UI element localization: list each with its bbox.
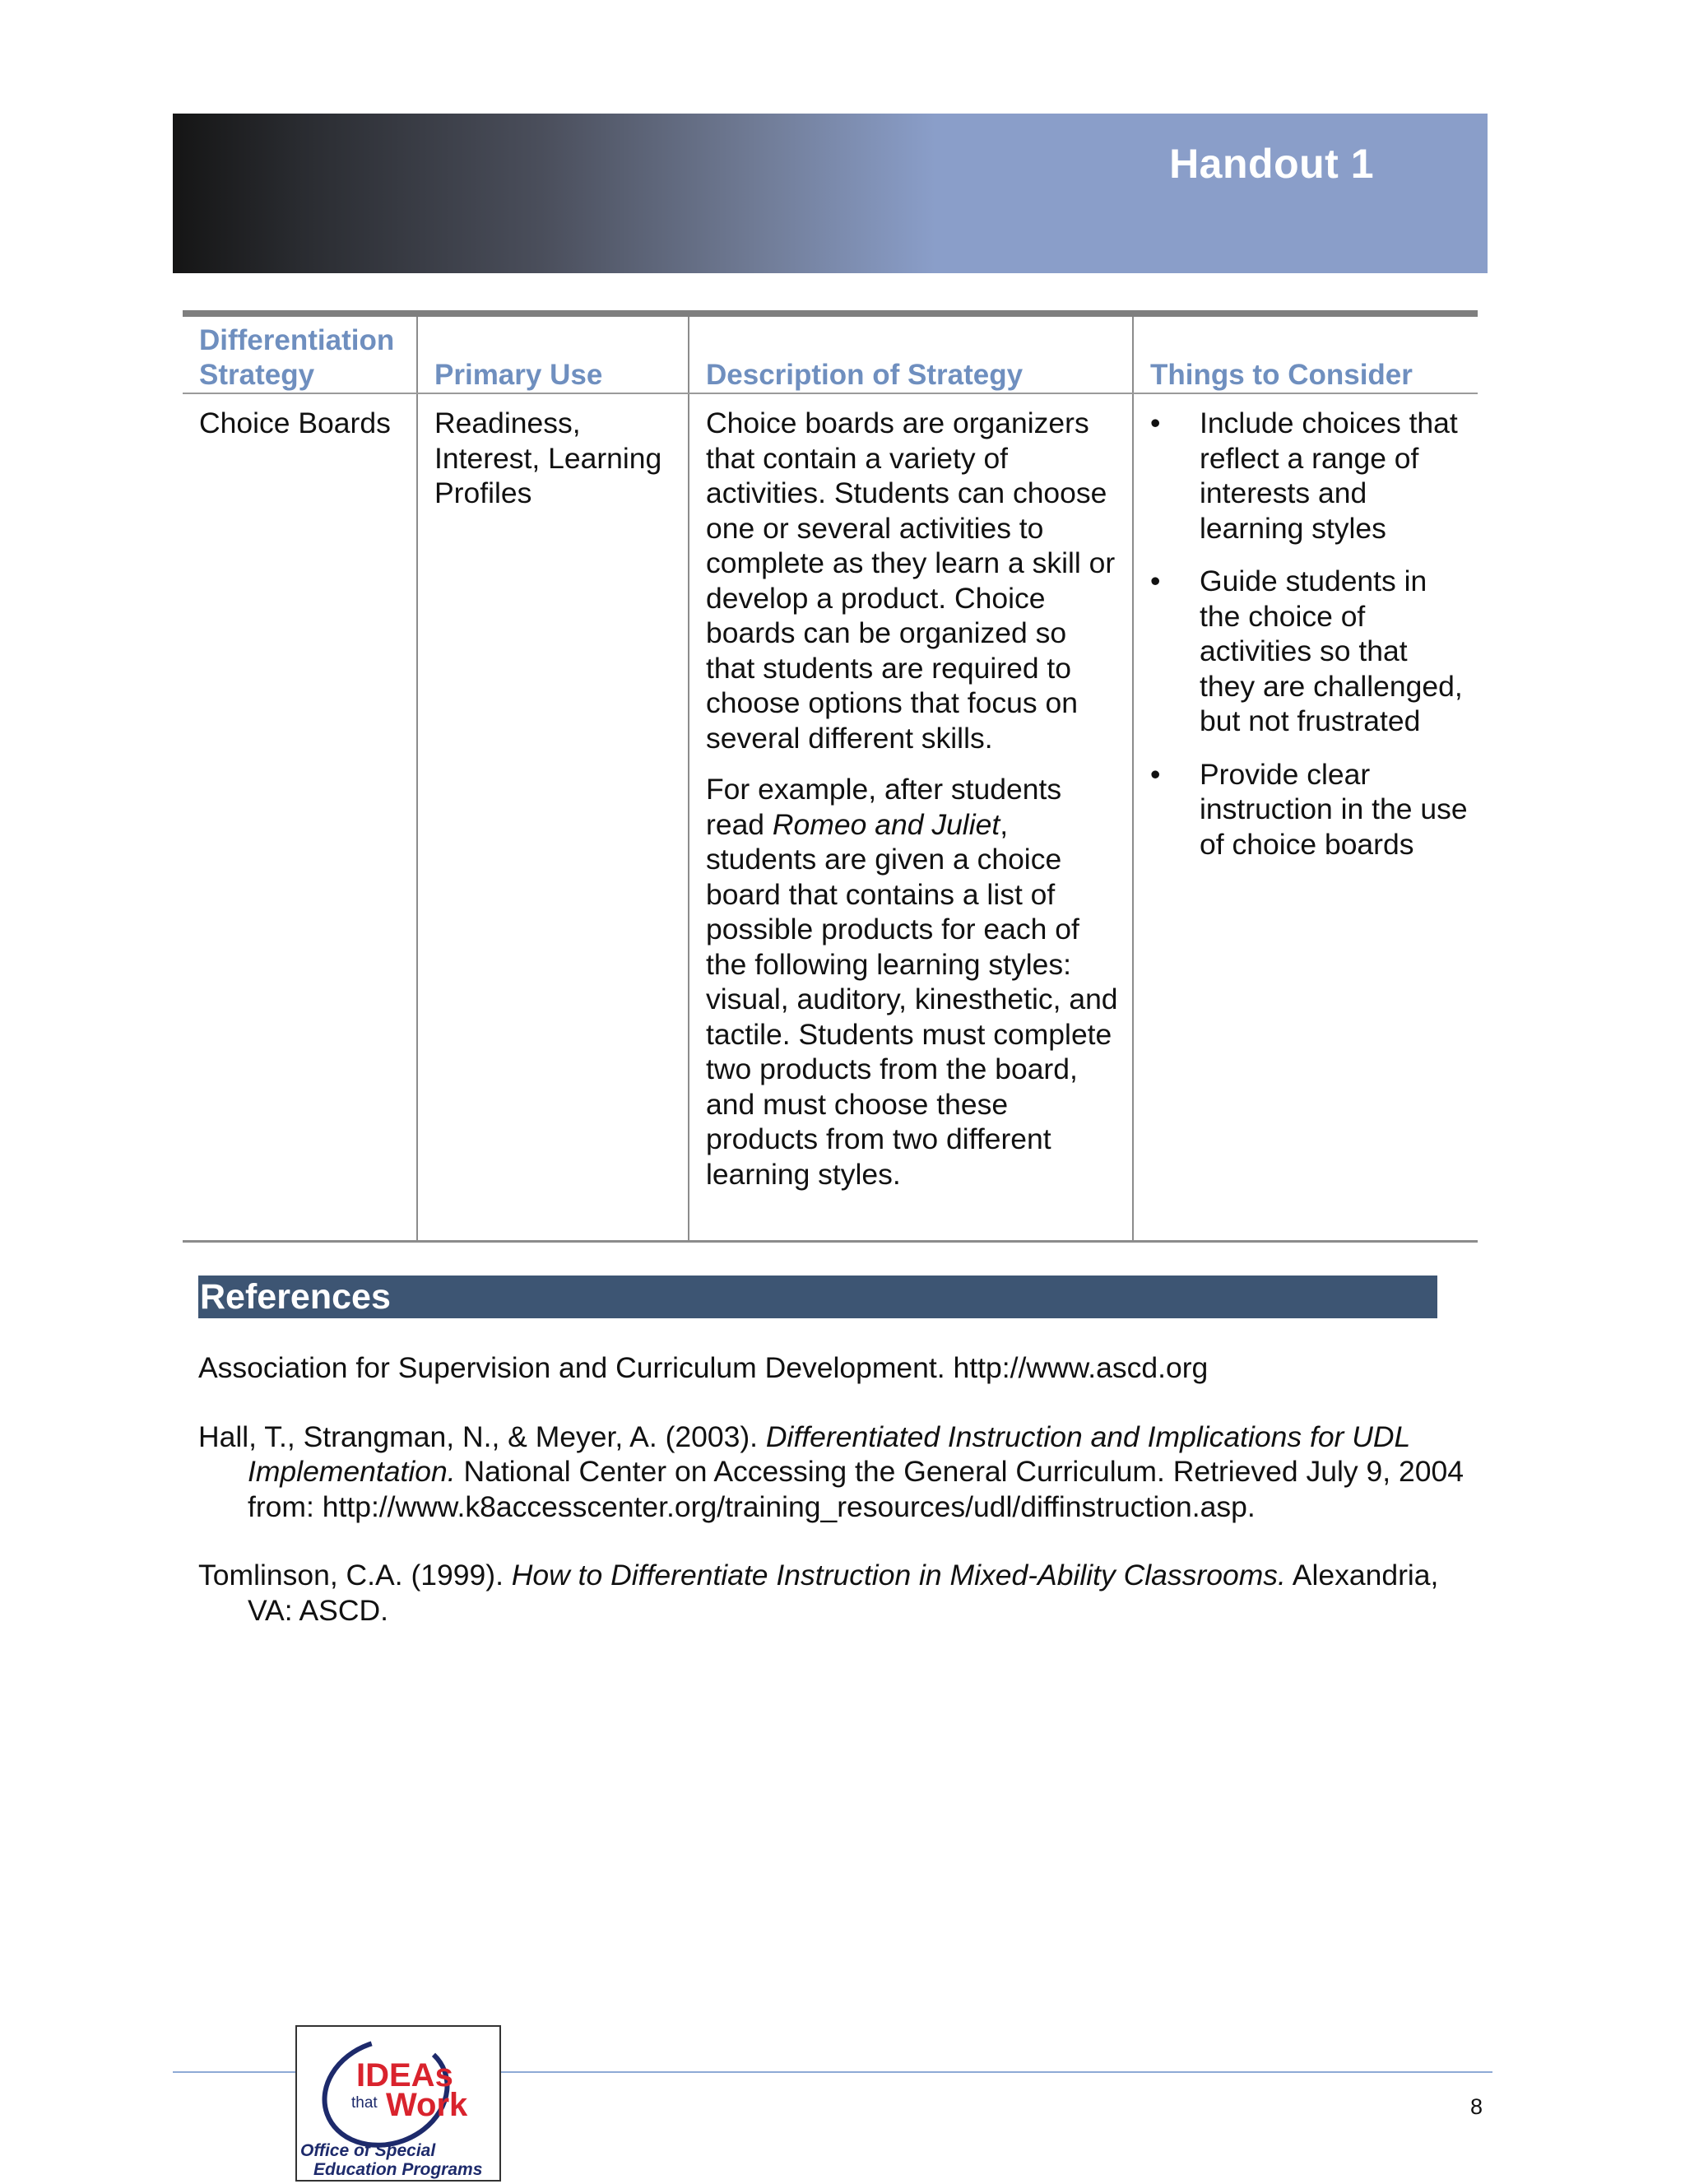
header-strategy: Differentiation Strategy xyxy=(183,317,417,393)
footer-rule xyxy=(173,2071,296,2073)
header-banner xyxy=(173,114,1488,273)
svg-text:Office of Special: Office of Special xyxy=(300,2141,436,2160)
description-paragraph-1: Choice boards are organizers that contain a variety of activities. Students can choose one or several activities to complete as they learn a skill or develop a product. Choice boards can be organized so that students are required to choose options that focus on several different skills. xyxy=(706,407,1116,755)
bullet-icon: • xyxy=(1150,757,1161,791)
considerations-list xyxy=(1150,406,1468,862)
list-item: • Guide students in the choice of activities so that they are challenged, but not frustrated xyxy=(1150,565,1463,737)
cell-considerations xyxy=(1133,393,1478,1242)
footer-rule xyxy=(500,2071,1492,2073)
references-heading: References xyxy=(200,1277,391,1317)
svg-text:Education Programs: Education Programs xyxy=(313,2160,483,2179)
ideas-that-work-logo xyxy=(295,2025,501,2182)
table-row xyxy=(183,393,1478,1242)
description-paragraph-2: For example, after students read Romeo and Juliet, students are given a choice board that contains a list of possible products for each of the following learning styles: visual, auditory, kinesthetic, and tactile. Students must complete two products from the board, and must choose these products from two different learning styles. xyxy=(706,773,1118,1191)
reference-title: How to Differentiate Instruction in Mixed-Ability Classrooms. xyxy=(511,1559,1286,1592)
reference-item: Association for Supervision and Curriculum Development. http://www.ascd.org xyxy=(198,1351,1209,1384)
svg-text:IDEAs: IDEAs xyxy=(356,2057,453,2093)
list-item: • Provide clear instruction in the use of choice boards xyxy=(1150,757,1468,861)
page-number: 8 xyxy=(1470,2094,1483,2119)
header-considerations: Things to Consider xyxy=(1133,317,1478,393)
reference-title: Differentiated Instruction and Implications for UDL Implementation. xyxy=(248,1420,1410,1488)
header-description: Description of Strategy xyxy=(689,317,1133,393)
reference-item: Hall, T., Strangman, N., & Meyer, A. (2003). Differentiated Instruction and Implications for UDL Implementation. National Center on Accessing the General Curriculum. Retrieved July 9, 2004 from: http://www.k8accesscenter.org/training_resources/udl/diffinstruction.asp. xyxy=(198,1420,1464,1523)
cell-strategy: Choice Boards xyxy=(183,393,417,1242)
cell-description xyxy=(689,393,1133,1242)
bullet-icon: • xyxy=(1150,407,1161,439)
list-item: • Include choices that reflect a range of interests and learning styles xyxy=(1150,407,1458,545)
table-top-rule xyxy=(183,310,1478,317)
svg-text:Work: Work xyxy=(386,2087,468,2123)
strategy-table xyxy=(183,310,1478,1243)
references-list xyxy=(198,1350,1465,1661)
table-header-row xyxy=(183,317,1478,393)
reference-item: Tomlinson, C.A. (1999). How to Differentiate Instruction in Mixed-Ability Classrooms. Alexandria, VA: ASCD. xyxy=(198,1559,1439,1627)
svg-text:that: that xyxy=(351,2094,378,2112)
bullet-icon: • xyxy=(1150,565,1161,597)
header-primary-use: Primary Use xyxy=(417,317,689,393)
book-title: Romeo and Juliet xyxy=(772,807,1000,841)
handout-title: Handout 1 xyxy=(1169,141,1374,187)
cell-primary-use: Readiness, Interest, Learning Profiles xyxy=(417,393,689,1242)
logo-graphic xyxy=(297,2027,499,2180)
references-heading-bar xyxy=(198,1276,1437,1318)
